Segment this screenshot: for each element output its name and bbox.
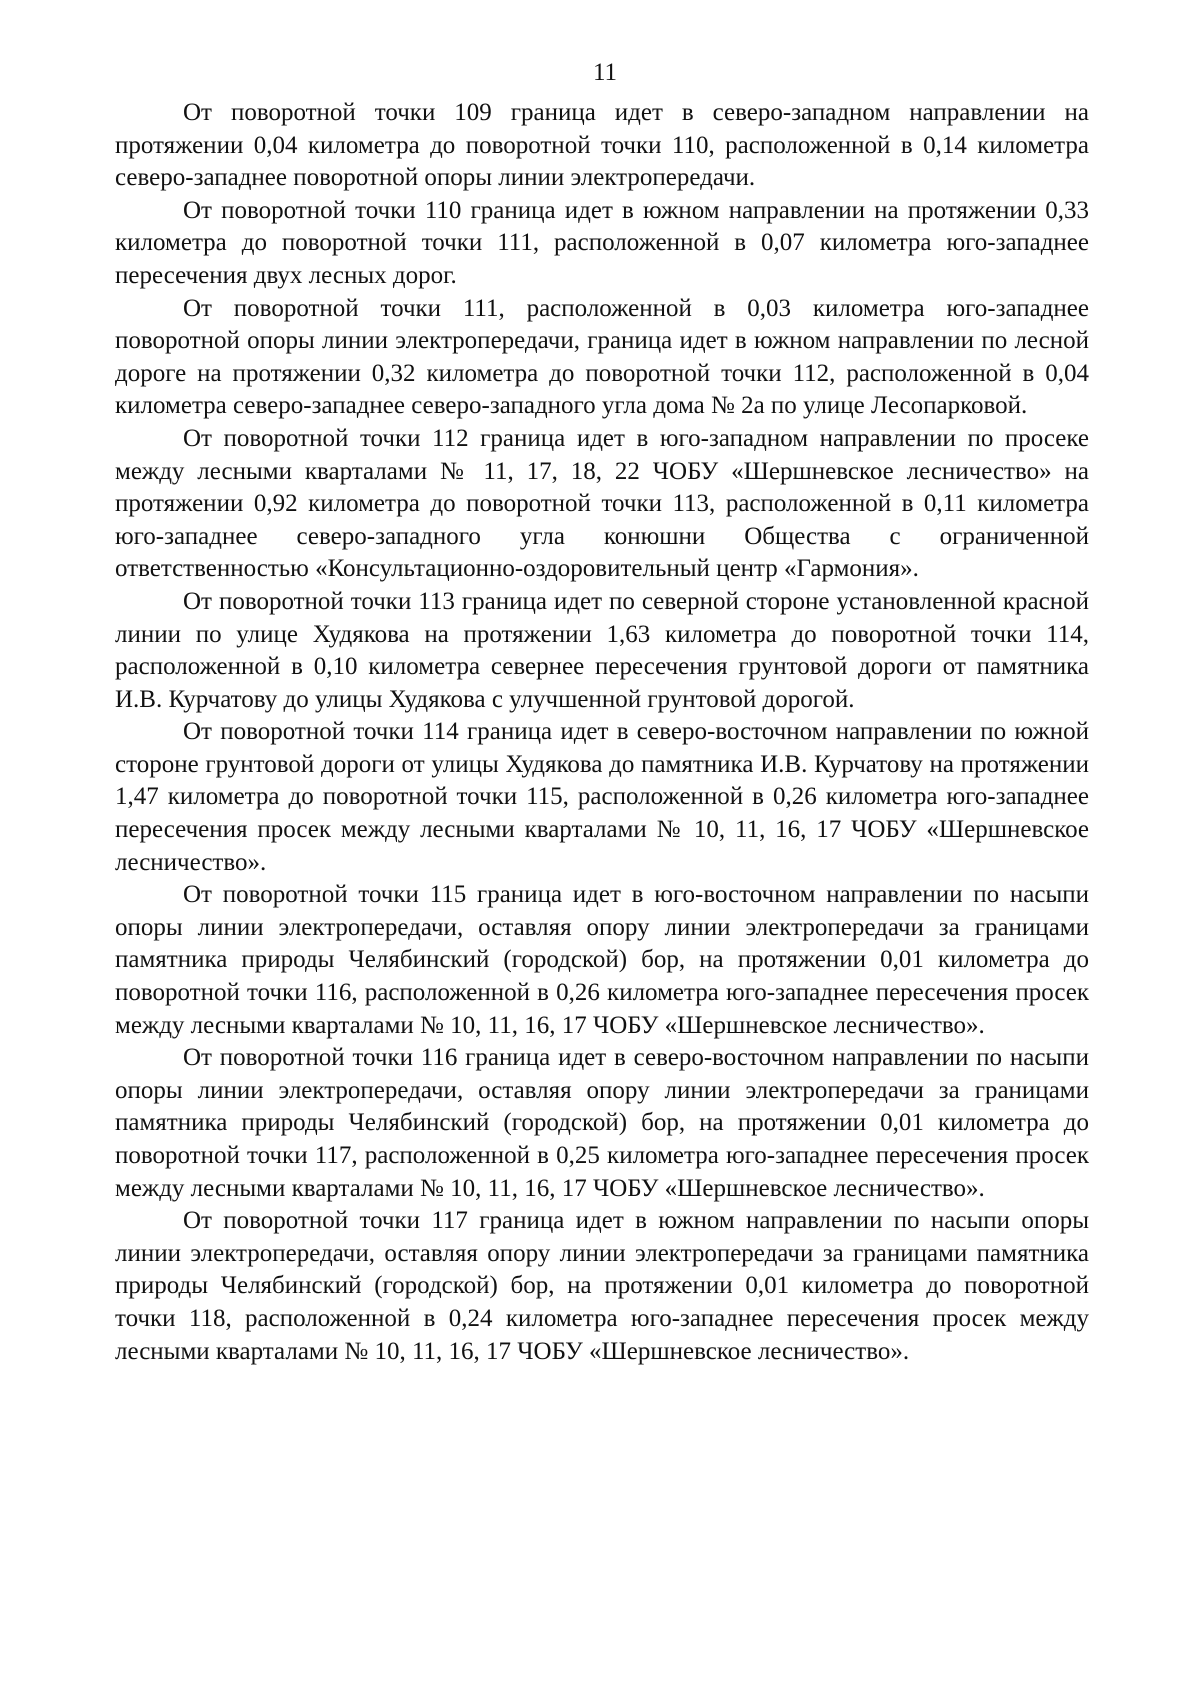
paragraph-point-115: От поворотной точки 115 граница идет в юго-восточном направлении по насыпи опоры линии электропередачи, оставляя опору линии электропередачи за границами памятника природы Челябинский (городской) бор, на протяжении 0,01 километра до поворотной точки 116, расположенной в 0,26 километра юго-западнее пересечения просек между лесными кварталами № 10, 11, 16, 17 ЧОБУ «Шершневское лесничество». <box>115 881 1089 1039</box>
paragraph-point-109: От поворотной точки 109 граница идет в северо-западном направлении на протяжении 0,04 километра до поворотной точки 110, расположенной в 0,14 километра северо-западнее поворотной опоры линии электропередачи. <box>115 99 1089 192</box>
paragraph-point-112: От поворотной точки 112 граница идет в юго-западном направлении по просеке между лесными кварталами № 11, 17, 18, 22 ЧОБУ «Шершневское лесничество» на протяжении 0,92 километра до поворотной точки 113, расположенной в 0,11 километра юго-западнее северо-западного угла конюшни Общества с ограниченной ответственностью «Консультационно-оздоровительный центр «Гармония». <box>115 424 1089 583</box>
document-page <box>115 58 1089 1658</box>
paragraph-point-111: От поворотной точки 111, расположенной в 0,03 километра юго-западнее поворотной опоры линии электропередачи, граница идет в южном направлении по лесной дороге на протяжении 0,32 километра до поворотной точки 112, расположенной в 0,04 километра северо-западнее северо-западного угла дома № 2а по улице Лесопарковой. <box>115 294 1089 420</box>
paragraph-point-113: От поворотной точки 113 граница идет по северной стороне установленной красной линии по улице Худякова на протяжении 1,63 километра до поворотной точки 114, расположенной в 0,10 километра севернее пересечения грунтовой дороги от памятника И.В. Курчатову до улицы Худякова с улучшенной грунтовой дорогой. <box>115 587 1089 713</box>
paragraph-point-114: От поворотной точки 114 граница идет в северо-восточном направлении по южной стороне грунтовой дороги от улицы Худякова до памятника И.В. Курчатову на протяжении 1,47 километра до поворотной точки 115, расположенной в 0,26 километра юго-западнее пересечения просек между лесными кварталами № 10, 11, 16, 17 ЧОБУ «Шершневское лесничество». <box>115 718 1089 876</box>
page-number: 11 <box>592 59 618 86</box>
paragraph-point-110: От поворотной точки 110 граница идет в южном направлении на протяжении 0,33 километра до поворотной точки 111, расположенной в 0,07 километра юго-западнее пересечения двух лесных дорог. <box>115 196 1089 289</box>
paragraph-point-116: От поворотной точки 116 граница идет в северо-восточном направлении по насыпи опоры линии электропередачи, оставляя опору линии электропередачи за границами памятника природы Челябинский (городской) бор, на протяжении 0,01 километра до поворотной точки 117, расположенной в 0,25 километра юго-западнее пересечения просек между лесными кварталами № 10, 11, 16, 17 ЧОБУ «Шершневское лесничество». <box>115 1044 1089 1202</box>
paragraph-point-117: От поворотной точки 117 граница идет в южном направлении по насыпи опоры линии электропередачи, оставляя опору линии электропередачи за границами памятника природы Челябинский (городской) бор, на протяжении 0,01 километра до поворотной точки 118, расположенной в 0,24 километра юго-западнее пересечения просек между лесными кварталами № 10, 11, 16, 17 ЧОБУ «Шершневское лесничество». <box>115 1207 1089 1365</box>
